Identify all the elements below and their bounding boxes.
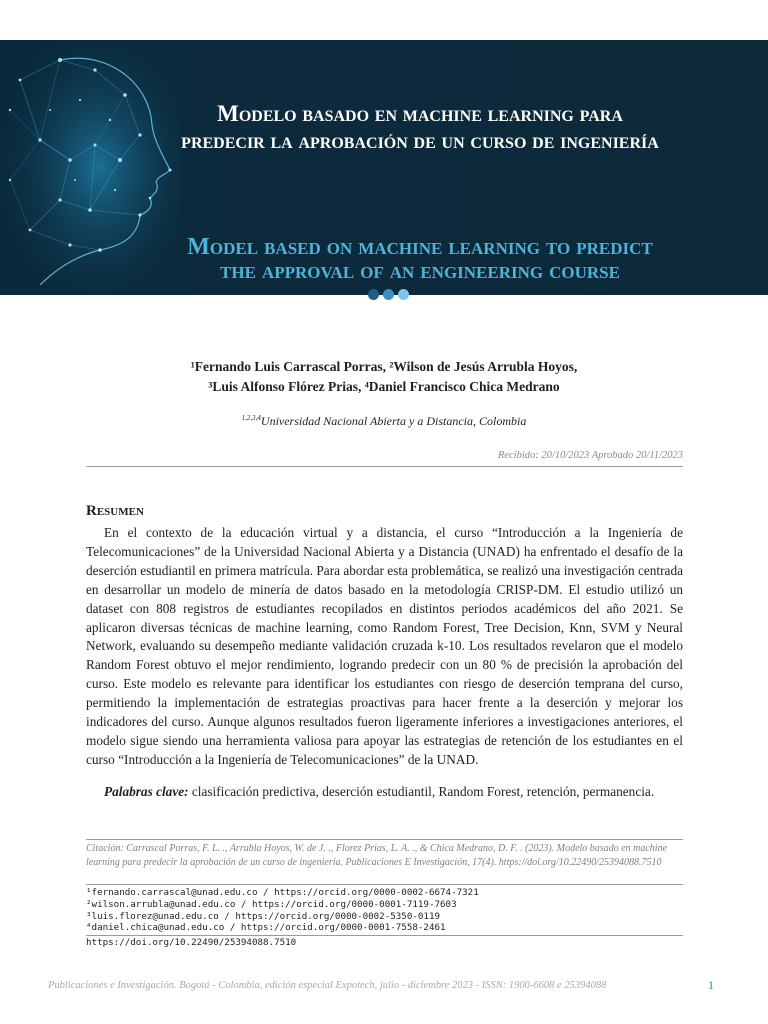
divider xyxy=(86,839,683,840)
received-approved-dates: Recibido: 20/10/2023 Aprobado 20/11/2023 xyxy=(497,450,683,461)
page-number: 1 xyxy=(708,978,714,992)
divider xyxy=(86,935,683,936)
authors-line-2: ³Luis Alfonso Flórez Prias, ⁴Daniel Francisco Chica Medrano xyxy=(208,379,560,394)
keywords-label: Palabras clave: xyxy=(104,784,189,799)
digital-face-illustration xyxy=(0,40,180,295)
footer-text: Publicaciones e Investigación. Bogotá - Colombia, edición especial Expotech, julio - diciembre 2023 - ISSN: 1900-6608 e 25394088 xyxy=(48,980,607,991)
title-spanish: Modelo basado en machine learning para predecir la aprobación de un curso de ingeniería xyxy=(181,101,659,153)
email-line: ³luis.florez@unad.edu.co / https://orcid.org/0000-0002-5350-0119 xyxy=(86,910,441,922)
decorative-dots xyxy=(368,289,409,301)
author-emails xyxy=(86,887,479,934)
dot-light xyxy=(398,289,409,300)
email-line: ²wilson.arrubla@unad.edu.co / https://orcid.org/0000-0001-7119-7603 xyxy=(86,898,457,910)
citation: Citación: Carrascal Porras, F. L. ., Arrubla Hoyos, W. de J. ., Florez Prias, L. A. ., & Chica Medrano, D. F. . (2023). Modelo basado en machine learning para predecir la aprobación de un curso de ingeniería. Publicaciones E Investigación, 17(4). https://doi.org/10.22490/25394088.7510 xyxy=(86,843,668,868)
email-line: ¹fernando.carrascal@unad.edu.co / https://orcid.org/0000-0002-6674-7321 xyxy=(86,887,479,898)
authors xyxy=(100,357,668,397)
authors-line-1: ¹Fernando Luis Carrascal Porras, ²Wilson de Jesús Arrubla Hoyos, xyxy=(190,359,578,374)
abstract-heading: Resumen xyxy=(86,503,144,519)
affiliation xyxy=(100,414,668,429)
divider xyxy=(86,884,683,885)
keywords xyxy=(104,784,684,800)
divider xyxy=(86,466,683,467)
dot-dark xyxy=(368,289,379,300)
email-line: ⁴daniel.chica@unad.edu.co / https://orcid.org/0000-0001-7558-2461 xyxy=(86,922,446,934)
doi-link[interactable]: https://doi.org/10.22490/25394088.7510 xyxy=(86,937,297,948)
keywords-text: clasificación predictiva, deserción estudiantil, Random Forest, retención, permanencia. xyxy=(188,784,655,799)
title-english: Model based on machine learning to predict the approval of an engineering course xyxy=(187,234,653,284)
affiliation-superscript: 1,2,3,4 xyxy=(241,414,261,422)
abstract-body: En el contexto de la educación virtual y a distancia, el curso “Introducción a la Ingeniería de Telecomunicaciones” de la Universidad Nacional Abierta y a Distancia (UNAD) ha enfrentado el desafío de la deserción estudiantil en primera matrícula. Para abordar esta problemática, se realizó una investigación centrada en desarrollar un modelo de minería de datos basado en la metodología CRISP-DM. El estudio utilizó un dataset con 808 registros de estudiantes recopilados en distintos periodos académicos del año 2021. Se aplicaron diversas técnicas de machine learning, como Random Forest, Tree Decision, Knn, SVM y Neural Network, evaluando su desempeño mediante validación cruzada k-10. Los resultados revelaron que el modelo Random Forest obtuvo el mejor rendimiento, logrando predecir con un 80 % de precisión la aprobación del curso. Este modelo es relevante para identificar los estudiantes con riesgo de deserción temprana del curso, permitiendo la implementación de estrategias proactivas para hacer frente a la deserción y mejorar los indicadores del curso. Aunque algunos resultados fueron ligeramente inferiores a investigaciones anteriores, el modelo sigue siendo una herramienta valiosa para apoyar las estrategias de retención de los estudiantes en el curso “Introducción a la Ingeniería de Telecomunicaciones” de la UNAD. xyxy=(86,525,683,767)
header-banner xyxy=(0,40,768,295)
dot-mid xyxy=(383,289,394,300)
affiliation-text: Universidad Nacional Abierta y a Distancia, Colombia xyxy=(260,414,527,428)
